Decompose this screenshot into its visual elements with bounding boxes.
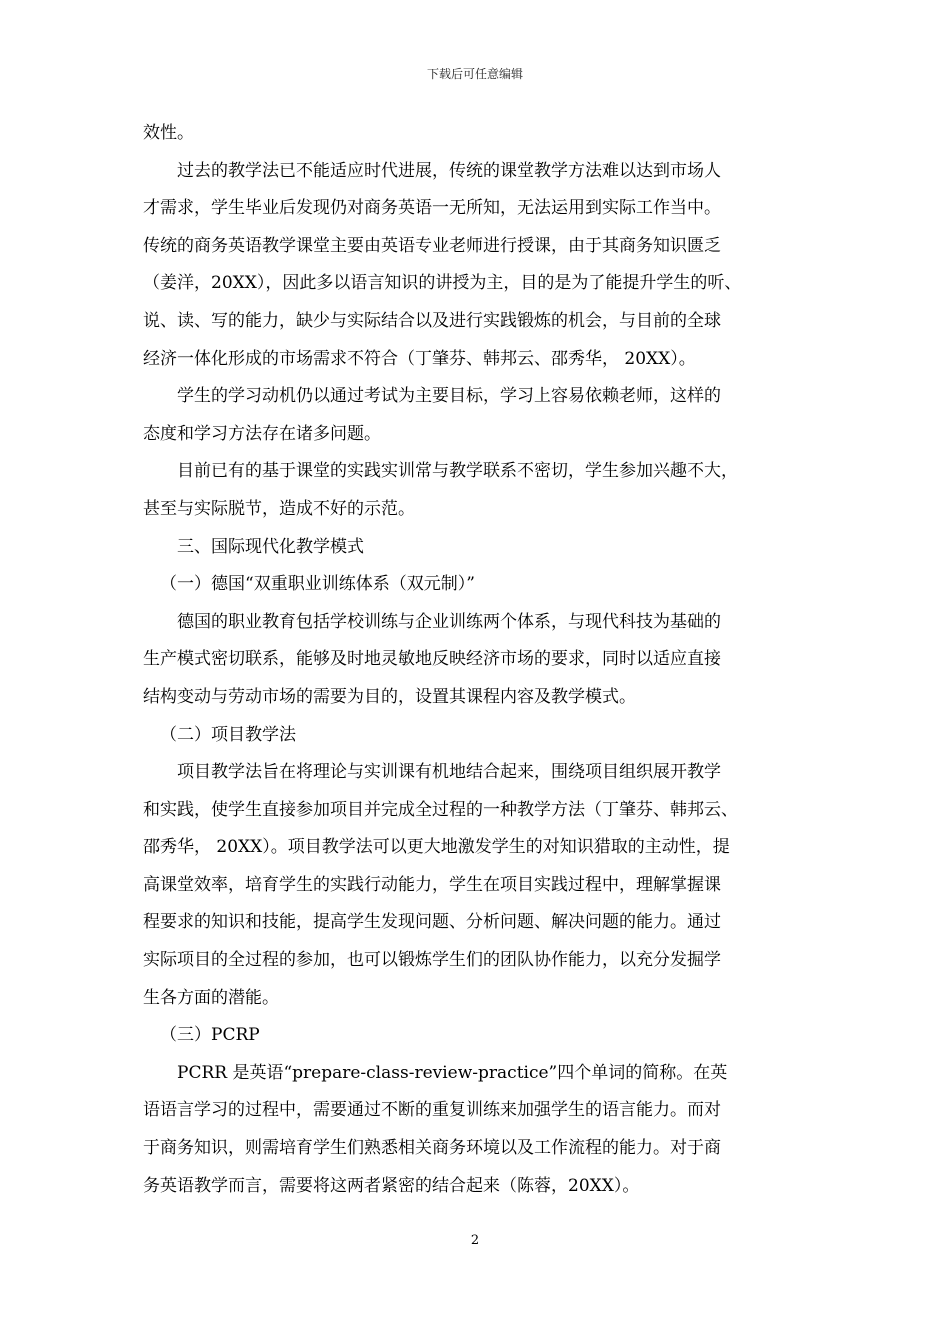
text-line: （姜洋，20XX），因此多以语言知识的讲授为主，目的是为了能提升学生的听、 bbox=[143, 273, 742, 294]
document-body bbox=[143, 115, 815, 1205]
text-line: 生各方面的潜能。 bbox=[143, 987, 279, 1008]
text-line: PCRR 是英语“prepare-class-review-practice”四个单词的简称。在英 bbox=[177, 1062, 728, 1083]
subsection-heading: （二）项目教学法 bbox=[160, 724, 296, 745]
text-line: 效性。 bbox=[143, 123, 194, 143]
subsection-heading: （一）德国“双重职业训练体系（双元制）” bbox=[160, 574, 475, 595]
text-line: 甚至与实际脱节，造成不好的示范。 bbox=[143, 498, 415, 519]
page-header: 下载后可任意编辑 bbox=[426, 67, 523, 81]
text-line: 项目教学法旨在将理论与实训课有机地结合起来，围绕项目组织展开教学 bbox=[177, 762, 721, 783]
text-line: 过去的教学法已不能适应时代进展，传统的课堂教学方法难以达到市场人 bbox=[177, 160, 721, 181]
text-line: 务英语教学而言，需要将这两者紧密的结合起来（陈蓉，20XX）。 bbox=[143, 1175, 640, 1196]
text-line: 和实践，使学生直接参加项目并完成全过程的一种教学方法（丁肇芬、韩邦云、 bbox=[143, 799, 738, 820]
text-line: 才需求，学生毕业后发现仍对商务英语一无所知，无法运用到实际工作当中。 bbox=[143, 198, 721, 219]
subsection-heading: （三）PCRP bbox=[160, 1025, 260, 1046]
text-line: 结构变动与劳动市场的需要为目的，设置其课程内容及教学模式。 bbox=[143, 686, 636, 707]
text-line: 语语言学习的过程中，需要通过不断的重复训练来加强学生的语言能力。而对 bbox=[143, 1100, 721, 1121]
text-line: 说、读、写的能力，缺少与实际结合以及进行实践锻炼的机会，与目前的全球 bbox=[143, 310, 721, 331]
text-line: 生产模式密切联系，能够及时地灵敏地反映经济市场的要求，同时以适应直接 bbox=[143, 649, 721, 670]
text-line: 传统的商务英语教学课堂主要由英语专业老师进行授课，由于其商务知识匮乏 bbox=[143, 235, 721, 256]
text-line: 程要求的知识和技能，提高学生发现问题、分析问题、解决问题的能力。通过 bbox=[143, 912, 721, 933]
text-line: 德国的职业教育包括学校训练与企业训练两个体系，与现代科技为基础的 bbox=[177, 611, 721, 632]
text-line: 学生的学习动机仍以通过考试为主要目标，学习上容易依赖老师，这样的 bbox=[177, 386, 721, 407]
text-line: 实际项目的全过程的参加，也可以锻炼学生们的团队协作能力，以充分发掘学 bbox=[143, 950, 721, 971]
page-number: 2 bbox=[470, 1233, 480, 1248]
text-line: 高课堂效率，培育学生的实践行动能力，学生在项目实践过程中，理解掌握课 bbox=[143, 874, 721, 895]
text-line: 经济一体化形成的市场需求不符合（丁肇芬、韩邦云、邵秀华， 20XX）。 bbox=[143, 348, 696, 369]
text-line: 目前已有的基于课堂的实践实训常与教学联系不密切，学生参加兴趣不大， bbox=[177, 461, 738, 482]
text-line: 态度和学习方法存在诸多问题。 bbox=[143, 423, 381, 444]
text-line: 于商务知识，则需培育学生们熟悉相关商务环境以及工作流程的能力。对于商 bbox=[143, 1138, 721, 1159]
section-heading: 三、国际现代化教学模式 bbox=[177, 536, 364, 557]
text-line: 邵秀华， 20XX）。项目教学法可以更大地激发学生的对知识猎取的主动性，提 bbox=[143, 837, 730, 858]
